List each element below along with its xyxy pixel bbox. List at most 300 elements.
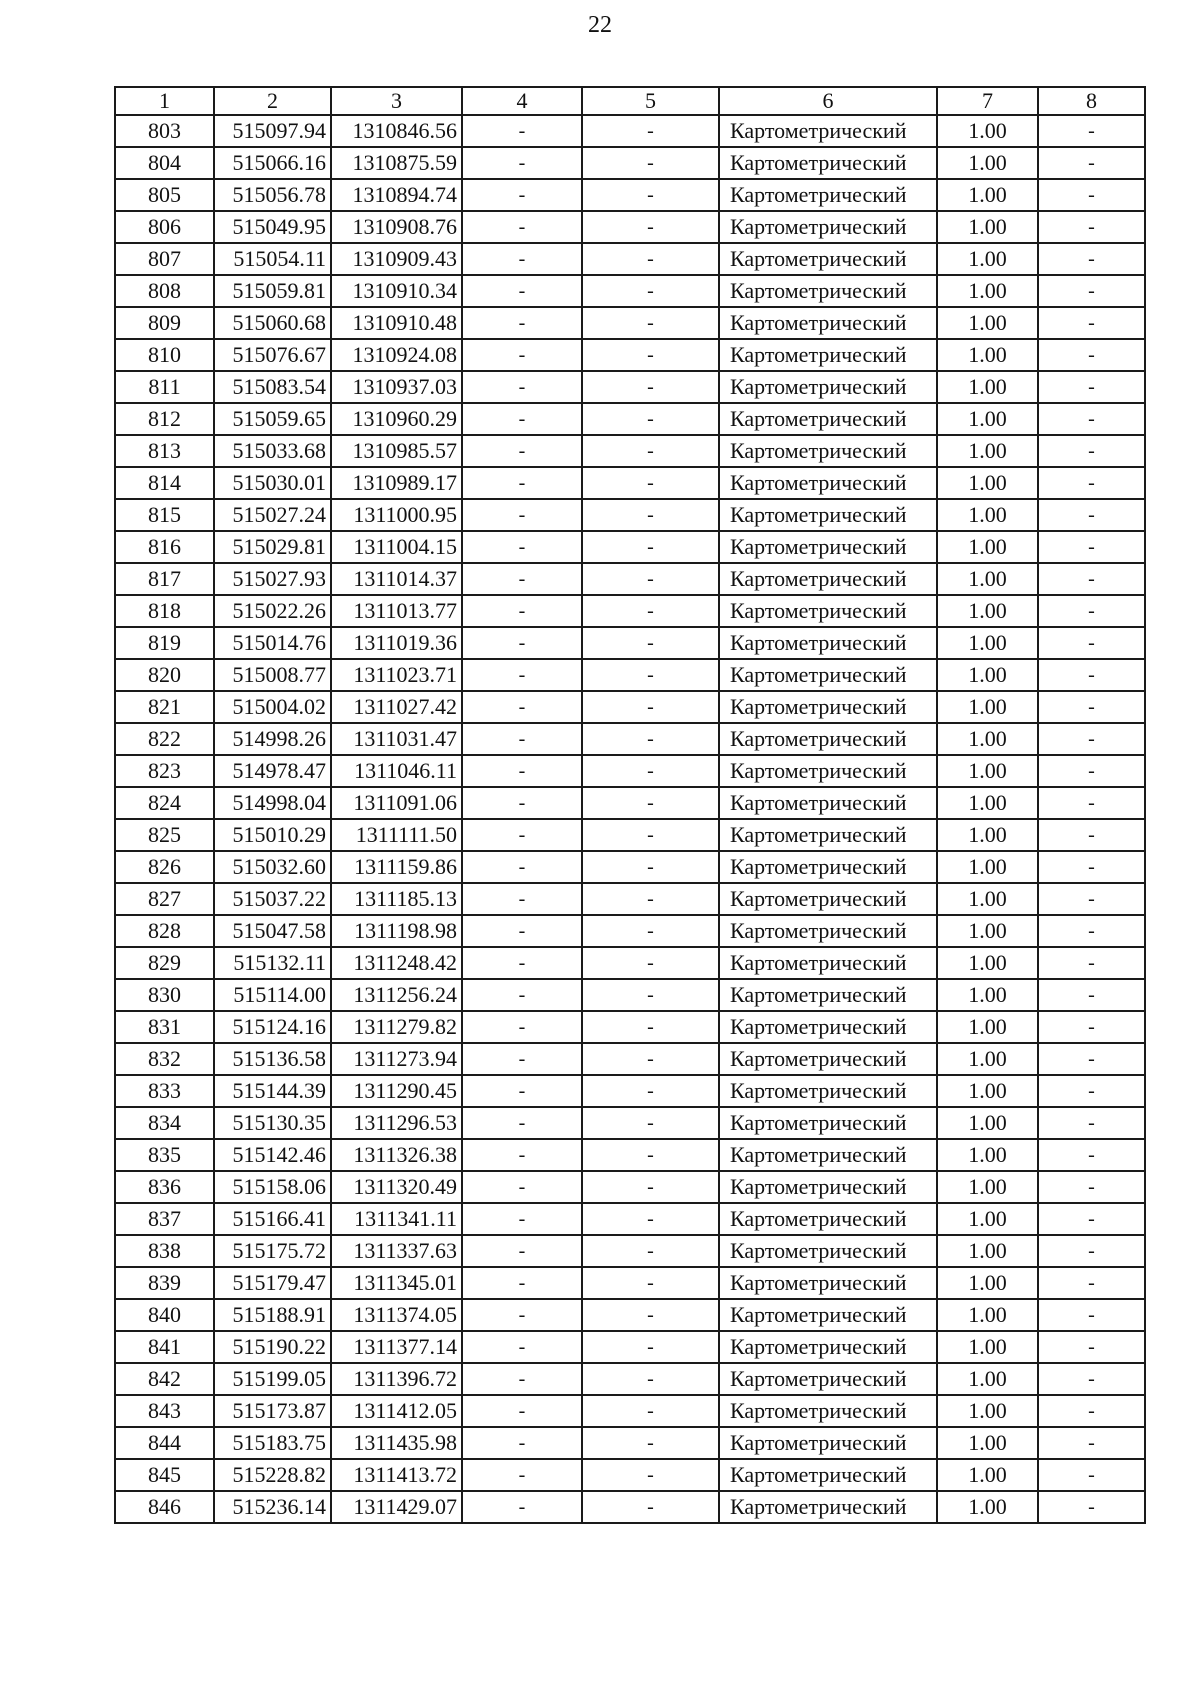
point-number-cell: 820 [115,659,214,691]
table-row [115,1011,1145,1043]
column-5-cell: - [582,1203,719,1235]
method-cell: Картометрический [719,1267,937,1299]
point-number-cell: 826 [115,851,214,883]
accuracy-cell: 1.00 [937,179,1038,211]
method-cell: Картометрический [719,659,937,691]
column-5-cell: - [582,1171,719,1203]
y-coordinate-cell: 1311377.14 [331,1331,462,1363]
column-5-cell: - [582,1395,719,1427]
y-coordinate-cell: 1311027.42 [331,691,462,723]
x-coordinate-cell: 515136.58 [214,1043,331,1075]
method-cell: Картометрический [719,883,937,915]
column-4-cell: - [462,531,582,563]
column-4-cell: - [462,1331,582,1363]
method-cell: Картометрический [719,275,937,307]
point-number-cell: 804 [115,147,214,179]
table-row [115,1427,1145,1459]
method-cell: Картометрический [719,1075,937,1107]
table-row [115,531,1145,563]
table-row [115,883,1145,915]
y-coordinate-cell: 1311256.24 [331,979,462,1011]
point-number-cell: 831 [115,1011,214,1043]
method-cell: Картометрический [719,723,937,755]
method-cell: Картометрический [719,147,937,179]
accuracy-cell: 1.00 [937,115,1038,147]
method-cell: Картометрический [719,947,937,979]
x-coordinate-cell: 515158.06 [214,1171,331,1203]
column-8-cell: - [1038,435,1145,467]
accuracy-cell: 1.00 [937,1139,1038,1171]
column-8-cell: - [1038,1491,1145,1523]
accuracy-cell: 1.00 [937,1459,1038,1491]
point-number-cell: 835 [115,1139,214,1171]
table-row [115,1203,1145,1235]
point-number-cell: 844 [115,1427,214,1459]
table-row [115,243,1145,275]
x-coordinate-cell: 515008.77 [214,659,331,691]
accuracy-cell: 1.00 [937,1203,1038,1235]
column-5-cell: - [582,467,719,499]
column-8-cell: - [1038,1043,1145,1075]
column-4-cell: - [462,1011,582,1043]
column-5-cell: - [582,1363,719,1395]
x-coordinate-cell: 515144.39 [214,1075,331,1107]
accuracy-cell: 1.00 [937,819,1038,851]
column-8-cell: - [1038,691,1145,723]
y-coordinate-cell: 1311412.05 [331,1395,462,1427]
x-coordinate-cell: 515132.11 [214,947,331,979]
accuracy-cell: 1.00 [937,723,1038,755]
accuracy-cell: 1.00 [937,275,1038,307]
point-number-cell: 817 [115,563,214,595]
x-coordinate-cell: 515199.05 [214,1363,331,1395]
column-4-cell: - [462,1107,582,1139]
column-8-cell: - [1038,403,1145,435]
column-5-cell: - [582,915,719,947]
accuracy-cell: 1.00 [937,499,1038,531]
method-cell: Картометрический [719,1395,937,1427]
x-coordinate-cell: 515114.00 [214,979,331,1011]
method-cell: Картометрический [719,531,937,563]
table-row [115,1043,1145,1075]
y-coordinate-cell: 1310910.34 [331,275,462,307]
column-5-cell: - [582,851,719,883]
accuracy-cell: 1.00 [937,211,1038,243]
method-cell: Картометрический [719,627,937,659]
y-coordinate-cell: 1311345.01 [331,1267,462,1299]
column-5-cell: - [582,1427,719,1459]
accuracy-cell: 1.00 [937,1011,1038,1043]
accuracy-cell: 1.00 [937,787,1038,819]
method-cell: Картометрический [719,1427,937,1459]
point-number-cell: 830 [115,979,214,1011]
method-cell: Картометрический [719,819,937,851]
table-row [115,627,1145,659]
table-row [115,1299,1145,1331]
column-8-cell: - [1038,1235,1145,1267]
table-row [115,1363,1145,1395]
point-number-cell: 824 [115,787,214,819]
column-8-cell: - [1038,115,1145,147]
point-number-cell: 827 [115,883,214,915]
y-coordinate-cell: 1311198.98 [331,915,462,947]
column-5-cell: - [582,1299,719,1331]
x-coordinate-cell: 515022.26 [214,595,331,627]
point-number-cell: 829 [115,947,214,979]
column-4-cell: - [462,947,582,979]
column-4-cell: - [462,435,582,467]
x-coordinate-cell: 515173.87 [214,1395,331,1427]
accuracy-cell: 1.00 [937,147,1038,179]
table-row [115,563,1145,595]
table-row [115,851,1145,883]
y-coordinate-cell: 1311019.36 [331,627,462,659]
y-coordinate-cell: 1311091.06 [331,787,462,819]
column-5-cell: - [582,1491,719,1523]
method-cell: Картометрический [719,1139,937,1171]
method-cell: Картометрический [719,1459,937,1491]
method-cell: Картометрический [719,339,937,371]
y-coordinate-cell: 1311004.15 [331,531,462,563]
column-5-cell: - [582,435,719,467]
table-row [115,339,1145,371]
column-5-cell: - [582,979,719,1011]
column-5-cell: - [582,1107,719,1139]
point-number-cell: 816 [115,531,214,563]
accuracy-cell: 1.00 [937,1107,1038,1139]
column-5-cell: - [582,1075,719,1107]
column-8-cell: - [1038,595,1145,627]
x-coordinate-cell: 515054.11 [214,243,331,275]
y-coordinate-cell: 1311111.50 [331,819,462,851]
method-cell: Картометрический [719,1107,937,1139]
column-8-cell: - [1038,1011,1145,1043]
accuracy-cell: 1.00 [937,1331,1038,1363]
column-5-cell: - [582,1267,719,1299]
accuracy-cell: 1.00 [937,595,1038,627]
x-coordinate-cell: 515142.46 [214,1139,331,1171]
method-cell: Картометрический [719,1011,937,1043]
method-cell: Картометрический [719,499,937,531]
x-coordinate-cell: 515037.22 [214,883,331,915]
column-5-cell: - [582,787,719,819]
column-8-cell: - [1038,1331,1145,1363]
header-cell-4: 4 [462,87,582,115]
method-cell: Картометрический [719,755,937,787]
x-coordinate-cell: 515014.76 [214,627,331,659]
method-cell: Картометрический [719,851,937,883]
column-8-cell: - [1038,275,1145,307]
column-8-cell: - [1038,627,1145,659]
y-coordinate-cell: 1311159.86 [331,851,462,883]
y-coordinate-cell: 1310846.56 [331,115,462,147]
column-5-cell: - [582,627,719,659]
accuracy-cell: 1.00 [937,627,1038,659]
column-8-cell: - [1038,371,1145,403]
accuracy-cell: 1.00 [937,563,1038,595]
column-8-cell: - [1038,1459,1145,1491]
column-5-cell: - [582,403,719,435]
method-cell: Картометрический [719,1299,937,1331]
column-5-cell: - [582,691,719,723]
column-4-cell: - [462,243,582,275]
y-coordinate-cell: 1310989.17 [331,467,462,499]
column-8-cell: - [1038,883,1145,915]
column-4-cell: - [462,1299,582,1331]
column-8-cell: - [1038,339,1145,371]
header-cell-8: 8 [1038,87,1145,115]
y-coordinate-cell: 1310937.03 [331,371,462,403]
column-5-cell: - [582,1139,719,1171]
column-4-cell: - [462,659,582,691]
accuracy-cell: 1.00 [937,1171,1038,1203]
column-4-cell: - [462,979,582,1011]
column-8-cell: - [1038,1299,1145,1331]
accuracy-cell: 1.00 [937,339,1038,371]
y-coordinate-cell: 1311429.07 [331,1491,462,1523]
x-coordinate-cell: 515030.01 [214,467,331,499]
x-coordinate-cell: 515130.35 [214,1107,331,1139]
column-8-cell: - [1038,723,1145,755]
method-cell: Картометрический [719,467,937,499]
method-cell: Картометрический [719,979,937,1011]
column-4-cell: - [462,1395,582,1427]
column-5-cell: - [582,1235,719,1267]
y-coordinate-cell: 1310894.74 [331,179,462,211]
y-coordinate-cell: 1311435.98 [331,1427,462,1459]
x-coordinate-cell: 515097.94 [214,115,331,147]
y-coordinate-cell: 1311326.38 [331,1139,462,1171]
accuracy-cell: 1.00 [937,371,1038,403]
method-cell: Картометрический [719,243,937,275]
x-coordinate-cell: 515027.24 [214,499,331,531]
column-5-cell: - [582,211,719,243]
table-row [115,1491,1145,1523]
column-4-cell: - [462,403,582,435]
accuracy-cell: 1.00 [937,1491,1038,1523]
column-8-cell: - [1038,1139,1145,1171]
column-5-cell: - [582,883,719,915]
point-number-cell: 807 [115,243,214,275]
column-4-cell: - [462,1491,582,1523]
column-5-cell: - [582,147,719,179]
column-4-cell: - [462,1267,582,1299]
column-5-cell: - [582,1331,719,1363]
accuracy-cell: 1.00 [937,691,1038,723]
x-coordinate-cell: 515190.22 [214,1331,331,1363]
column-8-cell: - [1038,563,1145,595]
column-4-cell: - [462,1139,582,1171]
column-4-cell: - [462,339,582,371]
x-coordinate-cell: 515027.93 [214,563,331,595]
y-coordinate-cell: 1310960.29 [331,403,462,435]
x-coordinate-cell: 515032.60 [214,851,331,883]
accuracy-cell: 1.00 [937,1043,1038,1075]
x-coordinate-cell: 515059.65 [214,403,331,435]
header-cell-2: 2 [214,87,331,115]
column-4-cell: - [462,1203,582,1235]
point-number-cell: 808 [115,275,214,307]
y-coordinate-cell: 1311013.77 [331,595,462,627]
x-coordinate-cell: 515236.14 [214,1491,331,1523]
table-row [115,979,1145,1011]
point-number-cell: 838 [115,1235,214,1267]
column-5-cell: - [582,723,719,755]
y-coordinate-cell: 1311023.71 [331,659,462,691]
table-row [115,1171,1145,1203]
header-cell-6: 6 [719,87,937,115]
column-4-cell: - [462,467,582,499]
column-4-cell: - [462,819,582,851]
y-coordinate-cell: 1311290.45 [331,1075,462,1107]
point-number-cell: 823 [115,755,214,787]
table-row [115,147,1145,179]
column-4-cell: - [462,1235,582,1267]
point-number-cell: 811 [115,371,214,403]
x-coordinate-cell: 515010.29 [214,819,331,851]
y-coordinate-cell: 1310909.43 [331,243,462,275]
column-8-cell: - [1038,307,1145,339]
accuracy-cell: 1.00 [937,979,1038,1011]
table-row [115,723,1145,755]
header-cell-7: 7 [937,87,1038,115]
column-5-cell: - [582,563,719,595]
table-row [115,435,1145,467]
accuracy-cell: 1.00 [937,467,1038,499]
method-cell: Картометрический [719,435,937,467]
column-5-cell: - [582,307,719,339]
column-4-cell: - [462,1363,582,1395]
table-row [115,275,1145,307]
column-4-cell: - [462,627,582,659]
x-coordinate-cell: 515183.75 [214,1427,331,1459]
column-4-cell: - [462,275,582,307]
x-coordinate-cell: 515228.82 [214,1459,331,1491]
accuracy-cell: 1.00 [937,1299,1038,1331]
accuracy-cell: 1.00 [937,1363,1038,1395]
method-cell: Картометрический [719,1043,937,1075]
point-number-cell: 814 [115,467,214,499]
column-4-cell: - [462,307,582,339]
table-header-row [115,87,1145,115]
header-cell-1: 1 [115,87,214,115]
point-number-cell: 818 [115,595,214,627]
column-4-cell: - [462,755,582,787]
header-cell-5: 5 [582,87,719,115]
table-row [115,467,1145,499]
method-cell: Картометрический [719,915,937,947]
column-5-cell: - [582,1011,719,1043]
point-number-cell: 821 [115,691,214,723]
column-8-cell: - [1038,1171,1145,1203]
coordinates-table [114,86,1146,1524]
accuracy-cell: 1.00 [937,1267,1038,1299]
y-coordinate-cell: 1311320.49 [331,1171,462,1203]
table-row [115,1075,1145,1107]
column-8-cell: - [1038,467,1145,499]
method-cell: Картометрический [719,371,937,403]
column-5-cell: - [582,275,719,307]
table-row [115,307,1145,339]
column-5-cell: - [582,531,719,563]
column-5-cell: - [582,243,719,275]
column-8-cell: - [1038,531,1145,563]
table-row [115,403,1145,435]
table-row [115,755,1145,787]
accuracy-cell: 1.00 [937,947,1038,979]
column-8-cell: - [1038,851,1145,883]
column-8-cell: - [1038,243,1145,275]
x-coordinate-cell: 515188.91 [214,1299,331,1331]
column-5-cell: - [582,371,719,403]
column-4-cell: - [462,179,582,211]
table-row [115,211,1145,243]
table-row [115,691,1145,723]
y-coordinate-cell: 1310910.48 [331,307,462,339]
column-8-cell: - [1038,1075,1145,1107]
x-coordinate-cell: 515175.72 [214,1235,331,1267]
method-cell: Картометрический [719,787,937,819]
table-row [115,787,1145,819]
x-coordinate-cell: 515083.54 [214,371,331,403]
point-number-cell: 839 [115,1267,214,1299]
y-coordinate-cell: 1310924.08 [331,339,462,371]
y-coordinate-cell: 1311273.94 [331,1043,462,1075]
column-4-cell: - [462,115,582,147]
table-row [115,1267,1145,1299]
column-4-cell: - [462,563,582,595]
y-coordinate-cell: 1311413.72 [331,1459,462,1491]
column-4-cell: - [462,851,582,883]
column-4-cell: - [462,787,582,819]
table-row [115,1107,1145,1139]
table-row [115,1139,1145,1171]
column-5-cell: - [582,1459,719,1491]
table-row [115,595,1145,627]
column-8-cell: - [1038,819,1145,851]
y-coordinate-cell: 1311296.53 [331,1107,462,1139]
column-8-cell: - [1038,659,1145,691]
point-number-cell: 833 [115,1075,214,1107]
table-row [115,1331,1145,1363]
accuracy-cell: 1.00 [937,1235,1038,1267]
column-5-cell: - [582,1043,719,1075]
y-coordinate-cell: 1311279.82 [331,1011,462,1043]
column-5-cell: - [582,755,719,787]
point-number-cell: 812 [115,403,214,435]
table-row [115,947,1145,979]
y-coordinate-cell: 1311000.95 [331,499,462,531]
x-coordinate-cell: 515056.78 [214,179,331,211]
y-coordinate-cell: 1311374.05 [331,1299,462,1331]
point-number-cell: 822 [115,723,214,755]
y-coordinate-cell: 1311337.63 [331,1235,462,1267]
column-8-cell: - [1038,1363,1145,1395]
method-cell: Картометрический [719,403,937,435]
accuracy-cell: 1.00 [937,531,1038,563]
point-number-cell: 819 [115,627,214,659]
point-number-cell: 805 [115,179,214,211]
point-number-cell: 846 [115,1491,214,1523]
point-number-cell: 843 [115,1395,214,1427]
point-number-cell: 806 [115,211,214,243]
method-cell: Картометрический [719,1235,937,1267]
column-4-cell: - [462,1171,582,1203]
x-coordinate-cell: 515059.81 [214,275,331,307]
table-row [115,179,1145,211]
point-number-cell: 837 [115,1203,214,1235]
table-row [115,1395,1145,1427]
